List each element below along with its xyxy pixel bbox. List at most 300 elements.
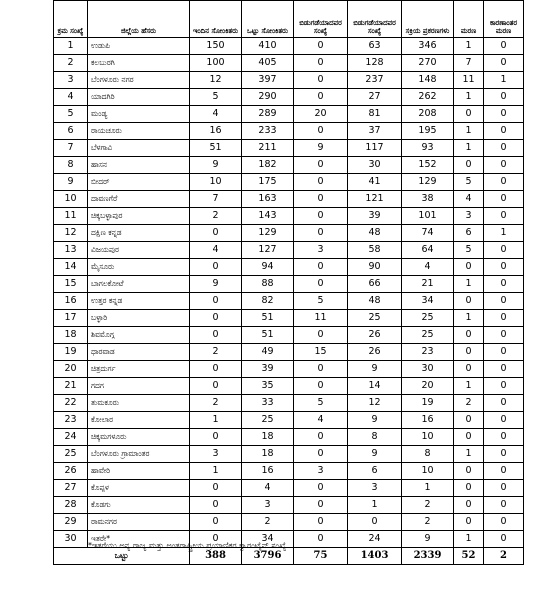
value-cell: 9 [402, 531, 454, 548]
value-cell: 25 [402, 310, 454, 327]
serial-number-cell: 26 [54, 463, 88, 480]
value-cell: 0 [294, 123, 348, 140]
table-row [54, 225, 524, 242]
value-cell: 175 [242, 174, 294, 191]
value-cell: 3 [190, 446, 242, 463]
value-cell: 4 [242, 480, 294, 497]
value-cell: 405 [242, 55, 294, 72]
serial-number-cell: 30 [54, 531, 88, 548]
value-cell: 0 [484, 208, 524, 225]
value-cell: 0 [294, 191, 348, 208]
value-cell: 2 [190, 395, 242, 412]
value-cell: 63 [348, 38, 402, 55]
value-cell: 1 [454, 310, 484, 327]
table-row [54, 446, 524, 463]
value-cell: 1 [454, 446, 484, 463]
value-cell: 30 [402, 361, 454, 378]
value-cell: 0 [454, 259, 484, 276]
value-cell: 0 [294, 72, 348, 89]
district-name-cell: ಹಾಸನ [88, 157, 190, 174]
value-cell: 5 [294, 293, 348, 310]
value-cell: 5 [190, 89, 242, 106]
column-header: ಬಿಡುಗಡೆಯಾದವರ ಸಂಖ್ಯೆ [348, 1, 402, 38]
value-cell: 0 [484, 140, 524, 157]
value-cell: 397 [242, 72, 294, 89]
value-cell: 20 [402, 378, 454, 395]
table-row [54, 378, 524, 395]
value-cell: 262 [402, 89, 454, 106]
column-header: ಬಿಡುಗಡೆಯಾದವರ ಸಂಖ್ಯೆ [294, 1, 348, 38]
serial-number-cell: 9 [54, 174, 88, 191]
value-cell: 0 [190, 225, 242, 242]
value-cell: 0 [190, 259, 242, 276]
value-cell: 9 [348, 446, 402, 463]
value-cell: 1 [454, 123, 484, 140]
value-cell: 0 [484, 38, 524, 55]
value-cell: 0 [294, 361, 348, 378]
column-header: ಕಾರಣಾಂತರ ಮರಣ [484, 1, 524, 38]
district-name-cell: ಬಾಗಲಕೋಟೆ [88, 276, 190, 293]
value-cell: 94 [242, 259, 294, 276]
value-cell: 346 [402, 38, 454, 55]
value-cell: 0 [190, 480, 242, 497]
value-cell: 0 [348, 514, 402, 531]
value-cell: 0 [190, 293, 242, 310]
value-cell: 0 [484, 310, 524, 327]
table-row [54, 157, 524, 174]
value-cell: 0 [484, 123, 524, 140]
table-row [54, 497, 524, 514]
district-name-cell: ಕೊಪ್ಪಳ [88, 480, 190, 497]
serial-number-cell: 29 [54, 514, 88, 531]
serial-number-cell: 28 [54, 497, 88, 514]
value-cell: 38 [402, 191, 454, 208]
table-row [54, 106, 524, 123]
value-cell: 20 [294, 106, 348, 123]
value-cell: 0 [484, 344, 524, 361]
value-cell: 0 [484, 463, 524, 480]
value-cell: 0 [454, 429, 484, 446]
district-name-cell: ಶಿವಮೊಗ್ಗ [88, 327, 190, 344]
district-name-cell: ದಾವಣಗೆರೆ [88, 191, 190, 208]
value-cell: 27 [348, 89, 402, 106]
value-cell: 1 [190, 412, 242, 429]
district-name-cell: ವಿಜಯಪುರ [88, 242, 190, 259]
district-name-cell: ರಾಮನಗರ [88, 514, 190, 531]
value-cell: 0 [484, 89, 524, 106]
value-cell: 0 [484, 361, 524, 378]
value-cell: 4 [294, 412, 348, 429]
district-name-cell: ಬೀದರ್ [88, 174, 190, 191]
value-cell: 1 [454, 89, 484, 106]
total-value-cell: 2339 [402, 548, 454, 565]
value-cell: 0 [484, 514, 524, 531]
value-cell: 0 [190, 327, 242, 344]
value-cell: 11 [454, 72, 484, 89]
value-cell: 82 [242, 293, 294, 310]
value-cell: 0 [190, 378, 242, 395]
value-cell: 0 [190, 531, 242, 548]
value-cell: 0 [190, 310, 242, 327]
value-cell: 0 [484, 446, 524, 463]
value-cell: 4 [190, 106, 242, 123]
value-cell: 51 [242, 327, 294, 344]
serial-number-cell: 22 [54, 395, 88, 412]
value-cell: 6 [454, 225, 484, 242]
value-cell: 12 [348, 395, 402, 412]
table-row [54, 55, 524, 72]
value-cell: 12 [190, 72, 242, 89]
serial-number-cell: 11 [54, 208, 88, 225]
value-cell: 1 [454, 140, 484, 157]
value-cell: 1 [454, 38, 484, 55]
serial-number-cell: 14 [54, 259, 88, 276]
serial-number-cell: 5 [54, 106, 88, 123]
column-header: ಕ್ರಮ ಸಂಖ್ಯೆ [54, 1, 88, 38]
district-name-cell: ಇತರೇ* [88, 531, 190, 548]
value-cell: 1 [484, 225, 524, 242]
value-cell: 93 [402, 140, 454, 157]
value-cell: 129 [242, 225, 294, 242]
value-cell: 5 [294, 395, 348, 412]
district-cases-table [53, 0, 524, 565]
value-cell: 66 [348, 276, 402, 293]
value-cell: 51 [242, 310, 294, 327]
district-name-cell: ಮಂಡ್ಯ [88, 106, 190, 123]
value-cell: 58 [348, 242, 402, 259]
value-cell: 5 [454, 242, 484, 259]
value-cell: 0 [454, 463, 484, 480]
serial-number-cell: 21 [54, 378, 88, 395]
value-cell: 64 [402, 242, 454, 259]
value-cell: 11 [294, 310, 348, 327]
table-row [54, 480, 524, 497]
value-cell: 410 [242, 38, 294, 55]
district-name-cell: ಕಲಬುರಗಿ [88, 55, 190, 72]
value-cell: 0 [484, 395, 524, 412]
footnote: *ಇತರೆಯು ಅನ್ಯ ರಾಜ್ಯ ಮತ್ತು ಅಂತರಾಷ್ಟ್ರೀಯ ಪ್ರಯಾಣಿಕರ ಕ್ವಾರಂಟೈನ್ ಸಂಖ್ಯೆ [88, 541, 287, 550]
serial-number-cell: 12 [54, 225, 88, 242]
value-cell: 10 [402, 429, 454, 446]
table-row [54, 327, 524, 344]
value-cell: 0 [454, 106, 484, 123]
value-cell: 0 [454, 327, 484, 344]
value-cell: 16 [242, 463, 294, 480]
value-cell: 9 [190, 276, 242, 293]
value-cell: 0 [484, 191, 524, 208]
table-row [54, 123, 524, 140]
value-cell: 1 [190, 463, 242, 480]
serial-number-cell: 24 [54, 429, 88, 446]
value-cell: 4 [454, 191, 484, 208]
value-cell: 19 [402, 395, 454, 412]
serial-number-cell: 1 [54, 38, 88, 55]
value-cell: 0 [484, 55, 524, 72]
value-cell: 0 [454, 514, 484, 531]
value-cell: 39 [242, 361, 294, 378]
value-cell: 0 [484, 157, 524, 174]
district-name-cell: ತುಮಕೂರು [88, 395, 190, 412]
value-cell: 101 [402, 208, 454, 225]
serial-number-cell: 17 [54, 310, 88, 327]
value-cell: 49 [242, 344, 294, 361]
value-cell: 0 [454, 361, 484, 378]
value-cell: 3 [454, 208, 484, 225]
total-value-cell: 52 [454, 548, 484, 565]
value-cell: 117 [348, 140, 402, 157]
value-cell: 3 [294, 463, 348, 480]
value-cell: 18 [242, 446, 294, 463]
value-cell: 33 [242, 395, 294, 412]
value-cell: 270 [402, 55, 454, 72]
value-cell: 3 [242, 497, 294, 514]
value-cell: 39 [348, 208, 402, 225]
value-cell: 0 [294, 276, 348, 293]
value-cell: 0 [190, 429, 242, 446]
value-cell: 2 [402, 514, 454, 531]
district-name-cell: ಬಳ್ಳಾರಿ [88, 310, 190, 327]
serial-number-cell: 2 [54, 55, 88, 72]
value-cell: 88 [242, 276, 294, 293]
serial-number-cell: 16 [54, 293, 88, 310]
value-cell: 37 [348, 123, 402, 140]
value-cell: 8 [402, 446, 454, 463]
column-header: ಇಂದಿನ ಸೋಂಕಿತರು [190, 1, 242, 38]
district-name-cell: ಹಾವೇರಿ [88, 463, 190, 480]
value-cell: 0 [294, 259, 348, 276]
value-cell: 1 [348, 497, 402, 514]
total-value-cell: 1403 [348, 548, 402, 565]
value-cell: 26 [348, 327, 402, 344]
value-cell: 25 [402, 327, 454, 344]
value-cell: 9 [348, 361, 402, 378]
value-cell: 0 [484, 429, 524, 446]
table-row [54, 242, 524, 259]
value-cell: 26 [348, 344, 402, 361]
value-cell: 121 [348, 191, 402, 208]
value-cell: 0 [454, 480, 484, 497]
serial-number-cell: 8 [54, 157, 88, 174]
serial-number-cell: 25 [54, 446, 88, 463]
column-header: ಜಿಲ್ಲೆಯ ಹೆಸರು [88, 1, 190, 38]
value-cell: 0 [294, 531, 348, 548]
serial-number-cell: 3 [54, 72, 88, 89]
serial-number-cell: 10 [54, 191, 88, 208]
district-name-cell: ಕೋಲಾರ [88, 412, 190, 429]
value-cell: 21 [402, 276, 454, 293]
table-header-row [54, 1, 524, 38]
table-row [54, 259, 524, 276]
value-cell: 0 [484, 531, 524, 548]
column-header: ಸಕ್ರಿಯ ಪ್ರಕರಣಗಳು [402, 1, 454, 38]
serial-number-cell: 19 [54, 344, 88, 361]
value-cell: 15 [294, 344, 348, 361]
value-cell: 129 [402, 174, 454, 191]
serial-number-cell: 6 [54, 123, 88, 140]
value-cell: 2 [402, 497, 454, 514]
value-cell: 148 [402, 72, 454, 89]
column-header: ಒಟ್ಟು ಸೋಂಕಿತರು [242, 1, 294, 38]
district-name-cell: ಉತ್ತರ ಕನ್ನಡ [88, 293, 190, 310]
value-cell: 0 [484, 276, 524, 293]
value-cell: 211 [242, 140, 294, 157]
value-cell: 163 [242, 191, 294, 208]
value-cell: 5 [454, 174, 484, 191]
value-cell: 48 [348, 225, 402, 242]
value-cell: 0 [190, 497, 242, 514]
total-value-cell: 2 [484, 548, 524, 565]
table-row [54, 208, 524, 225]
table-row [54, 38, 524, 55]
district-name-cell: ಮೈಸೂರು [88, 259, 190, 276]
table-body [54, 38, 524, 565]
value-cell: 14 [348, 378, 402, 395]
district-name-cell: ಚಿಕ್ಕಬಳ್ಳಾಪುರ [88, 208, 190, 225]
value-cell: 6 [348, 463, 402, 480]
serial-number-cell: 18 [54, 327, 88, 344]
district-name-cell: ಚಿಕ್ಕಮಗಳೂರು [88, 429, 190, 446]
value-cell: 4 [190, 242, 242, 259]
district-name-cell: ಬೆಳಗಾವಿ [88, 140, 190, 157]
value-cell: 1 [484, 72, 524, 89]
value-cell: 0 [454, 293, 484, 310]
value-cell: 0 [294, 225, 348, 242]
value-cell: 0 [484, 327, 524, 344]
value-cell: 2 [242, 514, 294, 531]
district-name-cell: ಕೊಡಗು [88, 497, 190, 514]
value-cell: 25 [348, 310, 402, 327]
total-label: ಒಟ್ಟು [54, 548, 190, 565]
value-cell: 0 [484, 480, 524, 497]
value-cell: 0 [484, 106, 524, 123]
total-value-cell: 75 [294, 548, 348, 565]
value-cell: 2 [454, 395, 484, 412]
serial-number-cell: 20 [54, 361, 88, 378]
district-name-cell: ಗದಗ [88, 378, 190, 395]
value-cell: 0 [294, 208, 348, 225]
value-cell: 1 [454, 531, 484, 548]
value-cell: 290 [242, 89, 294, 106]
value-cell: 9 [348, 412, 402, 429]
total-value-cell: 388 [190, 548, 242, 565]
table-row [54, 463, 524, 480]
table-row [54, 191, 524, 208]
value-cell: 41 [348, 174, 402, 191]
table-row [54, 293, 524, 310]
value-cell: 2 [190, 344, 242, 361]
value-cell: 289 [242, 106, 294, 123]
value-cell: 0 [294, 157, 348, 174]
table-row [54, 72, 524, 89]
value-cell: 18 [242, 429, 294, 446]
value-cell: 8 [348, 429, 402, 446]
value-cell: 90 [348, 259, 402, 276]
value-cell: 0 [484, 412, 524, 429]
value-cell: 0 [294, 378, 348, 395]
value-cell: 150 [190, 38, 242, 55]
table-row [54, 174, 524, 191]
value-cell: 0 [190, 361, 242, 378]
value-cell: 4 [402, 259, 454, 276]
table-row [54, 140, 524, 157]
value-cell: 0 [190, 514, 242, 531]
value-cell: 127 [242, 242, 294, 259]
serial-number-cell: 13 [54, 242, 88, 259]
value-cell: 0 [484, 242, 524, 259]
value-cell: 3 [294, 242, 348, 259]
value-cell: 0 [294, 497, 348, 514]
value-cell: 3 [348, 480, 402, 497]
value-cell: 0 [454, 497, 484, 514]
value-cell: 0 [294, 55, 348, 72]
total-value-cell: 3796 [242, 548, 294, 565]
serial-number-cell: 15 [54, 276, 88, 293]
value-cell: 208 [402, 106, 454, 123]
value-cell: 0 [294, 89, 348, 106]
table-row [54, 514, 524, 531]
value-cell: 24 [348, 531, 402, 548]
serial-number-cell: 23 [54, 412, 88, 429]
value-cell: 48 [348, 293, 402, 310]
value-cell: 10 [190, 174, 242, 191]
table-row [54, 344, 524, 361]
district-name-cell: ಉಡುಪಿ [88, 38, 190, 55]
value-cell: 237 [348, 72, 402, 89]
value-cell: 81 [348, 106, 402, 123]
table-row [54, 89, 524, 106]
district-name-cell: ದಕ್ಷಿಣ ಕನ್ನಡ [88, 225, 190, 242]
value-cell: 30 [348, 157, 402, 174]
value-cell: 128 [348, 55, 402, 72]
district-name-cell: ಧಾರವಾಡ [88, 344, 190, 361]
value-cell: 0 [484, 293, 524, 310]
district-name-cell: ಚಿತ್ರದುರ್ಗ [88, 361, 190, 378]
value-cell: 0 [294, 174, 348, 191]
value-cell: 143 [242, 208, 294, 225]
value-cell: 10 [402, 463, 454, 480]
value-cell: 16 [190, 123, 242, 140]
value-cell: 152 [402, 157, 454, 174]
value-cell: 0 [294, 514, 348, 531]
district-name-cell: ರಾಯಚೂರು [88, 123, 190, 140]
value-cell: 0 [294, 327, 348, 344]
value-cell: 195 [402, 123, 454, 140]
value-cell: 25 [242, 412, 294, 429]
value-cell: 1 [454, 276, 484, 293]
value-cell: 233 [242, 123, 294, 140]
value-cell: 9 [294, 140, 348, 157]
value-cell: 9 [190, 157, 242, 174]
serial-number-cell: 4 [54, 89, 88, 106]
serial-number-cell: 7 [54, 140, 88, 157]
value-cell: 16 [402, 412, 454, 429]
value-cell: 0 [484, 259, 524, 276]
value-cell: 0 [454, 344, 484, 361]
value-cell: 0 [294, 480, 348, 497]
table-row [54, 310, 524, 327]
value-cell: 0 [294, 429, 348, 446]
value-cell: 1 [402, 480, 454, 497]
district-name-cell: ಬೆಂಗಳೂರು ನಗರ [88, 72, 190, 89]
column-header: ಮರಣ [454, 1, 484, 38]
district-name-cell: ಯಾದಗಿರಿ [88, 89, 190, 106]
value-cell: 100 [190, 55, 242, 72]
value-cell: 51 [190, 140, 242, 157]
value-cell: 34 [242, 531, 294, 548]
table-row [54, 429, 524, 446]
serial-number-cell: 27 [54, 480, 88, 497]
value-cell: 0 [484, 174, 524, 191]
